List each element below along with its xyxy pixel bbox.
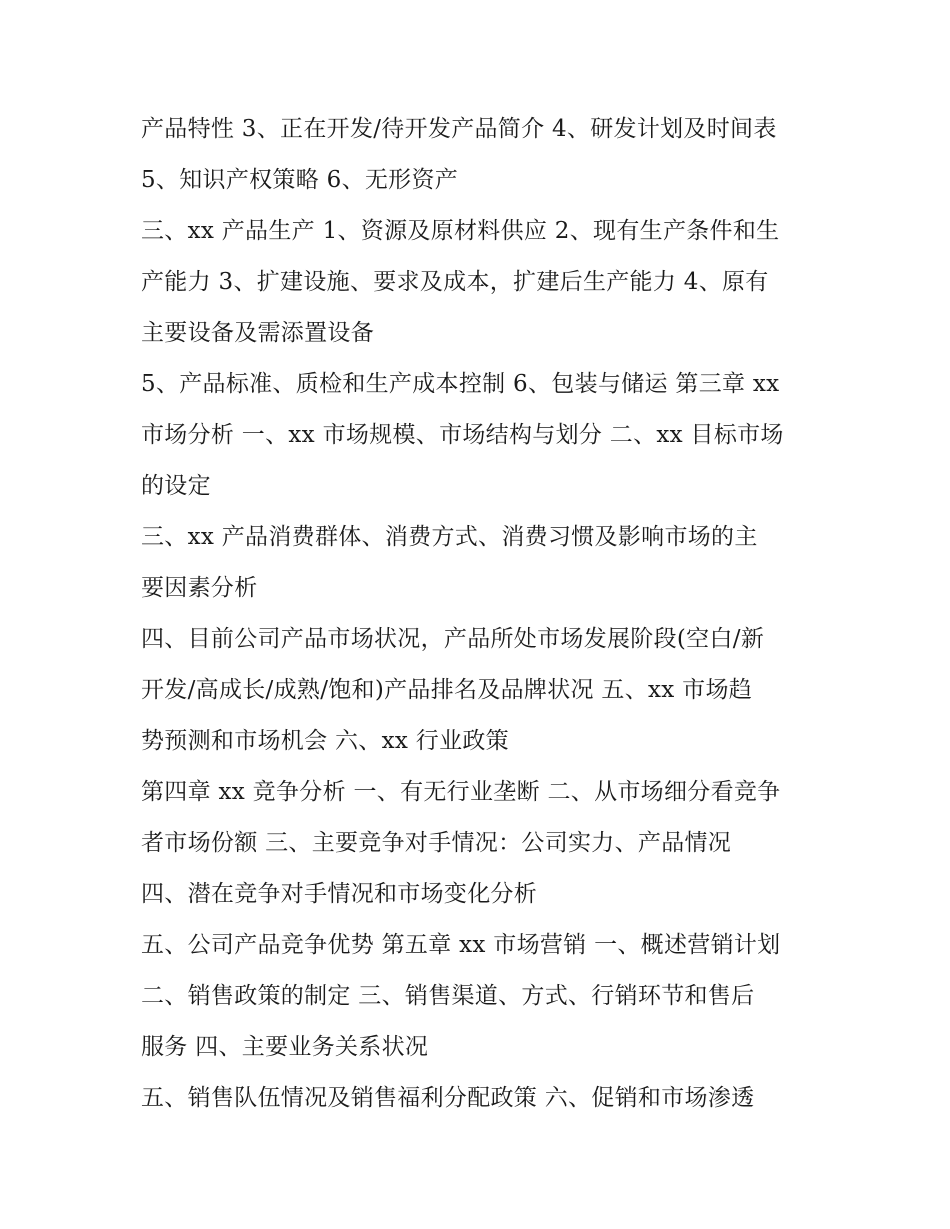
text-line: 产品特性 3、正在开发/待开发产品简介 4、研发计划及时间表: [141, 116, 777, 142]
text-line: 服务 四、主要业务关系状况: [141, 1034, 429, 1060]
text-line: 要因素分析: [141, 575, 258, 601]
text-line: 四、潜在竞争对手情况和市场变化分析: [141, 881, 538, 907]
text-line: 开发/高成长/成熟/饱和)产品排名及品牌状况 五、xx 市场趋: [141, 677, 753, 703]
text-line: 主要设备及需添置设备: [141, 320, 374, 346]
text-line: 者市场份额 三、主要竞争对手情况：公司实力、产品情况: [141, 830, 732, 856]
text-line: 三、xx 产品消费群体、消费方式、消费习惯及影响市场的主: [141, 524, 758, 550]
text-line: 第四章 xx 竞争分析 一、有无行业垄断 二、从市场细分看竞争: [141, 779, 781, 805]
text-line: 5、知识产权策略 6、无形资产: [141, 167, 459, 193]
text-line: 的设定: [141, 473, 211, 499]
text-line: 五、销售队伍情况及销售福利分配政策 六、促销和市场渗透: [141, 1085, 755, 1111]
text-line: 5、产品标准、质检和生产成本控制 6、包装与储运 第三章 xx: [141, 371, 780, 397]
document-body: [141, 104, 831, 1124]
text-line: 势预测和市场机会 六、xx 行业政策: [141, 728, 509, 754]
text-line: 产能力 3、扩建设施、要求及成本，扩建后生产能力 4、原有: [141, 269, 769, 295]
text-line: 五、公司产品竞争优势 第五章 xx 市场营销 一、概述营销计划: [141, 932, 781, 958]
text-line: 市场分析 一、xx 市场规模、市场结构与划分 二、xx 目标市场: [141, 422, 784, 448]
text-line: 二、销售政策的制定 三、销售渠道、方式、行销环节和售后: [141, 983, 755, 1009]
text-line: 三、xx 产品生产 1、资源及原材料供应 2、现有生产条件和生: [141, 218, 780, 244]
text-line: 四、目前公司产品市场状况，产品所处市场发展阶段(空白/新: [141, 626, 765, 652]
